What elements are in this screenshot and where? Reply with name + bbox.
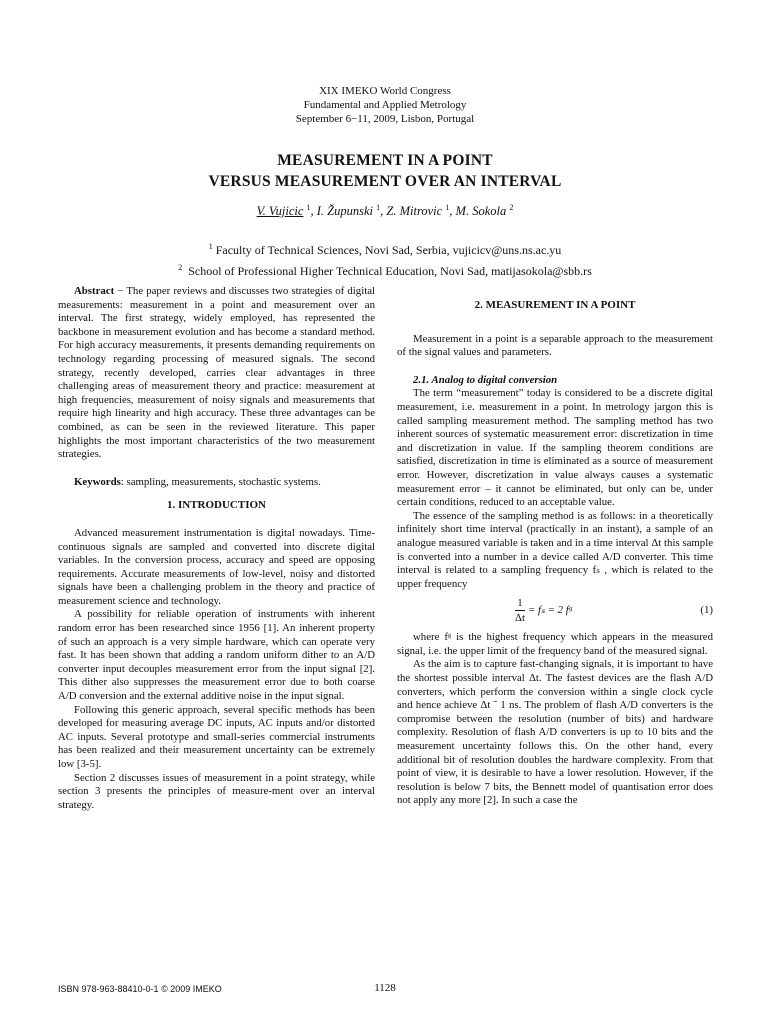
page-number: 1128 [374, 982, 396, 994]
paragraph: As the aim is to capture fast-changing signals, it is important to have the shortest possible interval Δt. The fastest devices are the flash A/D converters, which perform the conversion within a single clock cycle and hence achieve Δt ˜ 1 ns. The problem of flash A/D converters is the compromise between the resolution (number of bits) and hardware complexity. Resolution of flash A/D converters is up to 10 bits and the measurement uncertainty follows this. On the other hand, every additional bit of resolution doubles the hardware complexity. From that point of view, it is desirable to have a lower resolution. However, if the resolution is below 7 bits, the Bennett model of quantisation error does not apply any more [2]. In such a case the [397, 658, 713, 807]
left-column [58, 285, 375, 812]
conference-theme: Fundamental and Applied Metrology [303, 99, 467, 111]
paragraph: Advanced measurement instrumentation is digital nowadays. Time-continuous signals are sampled and converted into discrete digital variables. In the conversion process, accuracy and speed are opposing requirements. Accurate measurements of low-level, noisy and distorted signals have been a challenging problem in the theory and practice of measurement science and technology. [58, 526, 375, 607]
equation-number: (1) [700, 604, 713, 617]
author-affil-mark: 1 [445, 203, 450, 212]
affil-text: School of Professional Higher Technical Education, Novi Sad, matijasokola@sbb.rs [188, 264, 592, 278]
keywords [58, 476, 375, 490]
paragraph: Measurement in a point is a separable approach to the measurement of the signal values and parameters. [397, 332, 713, 359]
keywords-label: Keywords [74, 475, 121, 488]
title-line-2: VERSUS MEASUREMENT OVER AN INTERVAL [208, 173, 562, 190]
section-heading-introduction: 1. INTRODUCTION [166, 499, 266, 512]
author-affil-mark: 1 [376, 203, 381, 212]
footer-isbn: ISBN 978-963-88410-0-1 © 2009 IMEKO [58, 984, 222, 994]
author-name: V. Vujicic [256, 204, 304, 219]
author-name: I. Župunski [316, 204, 374, 219]
paragraph: The essence of the sampling method is as follows: in a theoretically infinitely short time interval (practically in an instant), a sample of an analogue measured variable is taken and in a time interval Δt this sample is converted into a number in a device called A/D converter. This time interval is related to a sampling frequency fₛ , which is related to the upper frequency [397, 509, 713, 590]
affil-mark: 2 [178, 263, 183, 272]
author-affil-mark: 1 [306, 203, 311, 212]
right-column [397, 299, 713, 808]
author-affil-mark: 2 [509, 203, 514, 212]
abstract-text: − The paper reviews and discusses two strategies of digital measurements: measurement in a point and measurement over an interval. The first strategy, widely employed, has represented the backbone in measurement evolution and has become a standard method. For high accuracy measurements, it presents demanding requirements on technology regarding processing of measured signals. The second strategy, recently developed, carries clear advantages in three challenging areas of measurement theory and practice: measurement at high frequencies, measurement of noisy signals and measurements that require high linearity and high accuracy. These three advantages can be combined, as can be seen in the reviewed literature. This paper highlights the most important characteristics of the two measurement strategies. [58, 285, 375, 461]
section-heading-measurement-in-a-point: 2. MEASUREMENT IN A POINT [474, 299, 636, 311]
affil-mark: 1 [208, 242, 213, 251]
equation-1 [397, 591, 713, 631]
conference-header [0, 84, 770, 126]
affiliation-1 [0, 238, 770, 259]
title-line-1: MEASUREMENT IN A POINT [277, 152, 493, 169]
paragraph: The term “measurement” today is considered to be a discrete digital measurement, i.e. measurement in a point. In metrology jargon this is called sampling measurement method. The sampling method has two inherent sources of systematic measurement error: discretization in time and discretization in value. If the sampling theorem conditions are satisfied, discretization in time is eliminated as a source of measurement error. However, discretization in value always causes a systematic measurement error – it cannot be eliminated, but only can be, under certain conditions, reduced to an acceptable value. [397, 387, 713, 509]
equation-rhs: = fₛ = 2 fᵍ [527, 604, 572, 617]
equation-numerator: 1 [517, 597, 523, 610]
paragraph: Section 2 discusses issues of measurement in a point strategy, while section 3 presents the principles of measure-ment over an interval strategy. [58, 771, 375, 811]
author-name: Z. Mitrovic [386, 204, 443, 219]
paragraph: A possibility for reliable operation of instruments with inherent random error has been researched since 1956 [1]. An inherent property of such an approach is a very simple hardware, which can operate very fast. It has been shown that adding a random uniform dither to an A/D converter input decouples measurement error from the input signal [2]. This dither also suppresses the measurement error due to both coarse A/D conversion and the external additive noise in the input signal. [58, 608, 375, 703]
conference-name: XIX IMEKO World Congress [319, 85, 451, 97]
author-list: V. Vujicic $^1$, I. Župunski $^1$, Z. Mitrovic $^1$, M. Sokola $^2$ [256, 203, 514, 219]
author-name: M. Sokola [455, 204, 507, 219]
keywords-text: : sampling, measurements, stochastic systems. [120, 475, 321, 488]
abstract [58, 285, 375, 462]
paragraph: Following this generic approach, several specific methods has been developed for measuring average DC inputs, AC inputs and/or distorted AC inputs. Several prototype and small-series commercial instruments has been realized and their measurement uncertainty can be extremely low [3-5]. [58, 703, 375, 770]
abstract-label: Abstract [74, 285, 115, 297]
equation-denominator: Δt [515, 612, 525, 625]
conference-date-location: September 6−11, 2009, Lisbon, Portugal [295, 113, 475, 125]
affiliation-list [0, 238, 770, 280]
equation-fraction [515, 597, 525, 625]
paper-title [0, 150, 770, 192]
paragraph: where fᵍ is the highest frequency which appears in the measured signal, i.e. the upper limit of the frequency band of the measured signal. [397, 631, 713, 657]
affil-text: Faculty of Technical Sciences, Novi Sad, Serbia, vujicicv@uns.ns.ac.yu [215, 243, 562, 257]
affiliation-2 [0, 259, 770, 280]
subsection-heading: 2.1. Analog to digital conversion [413, 373, 558, 386]
